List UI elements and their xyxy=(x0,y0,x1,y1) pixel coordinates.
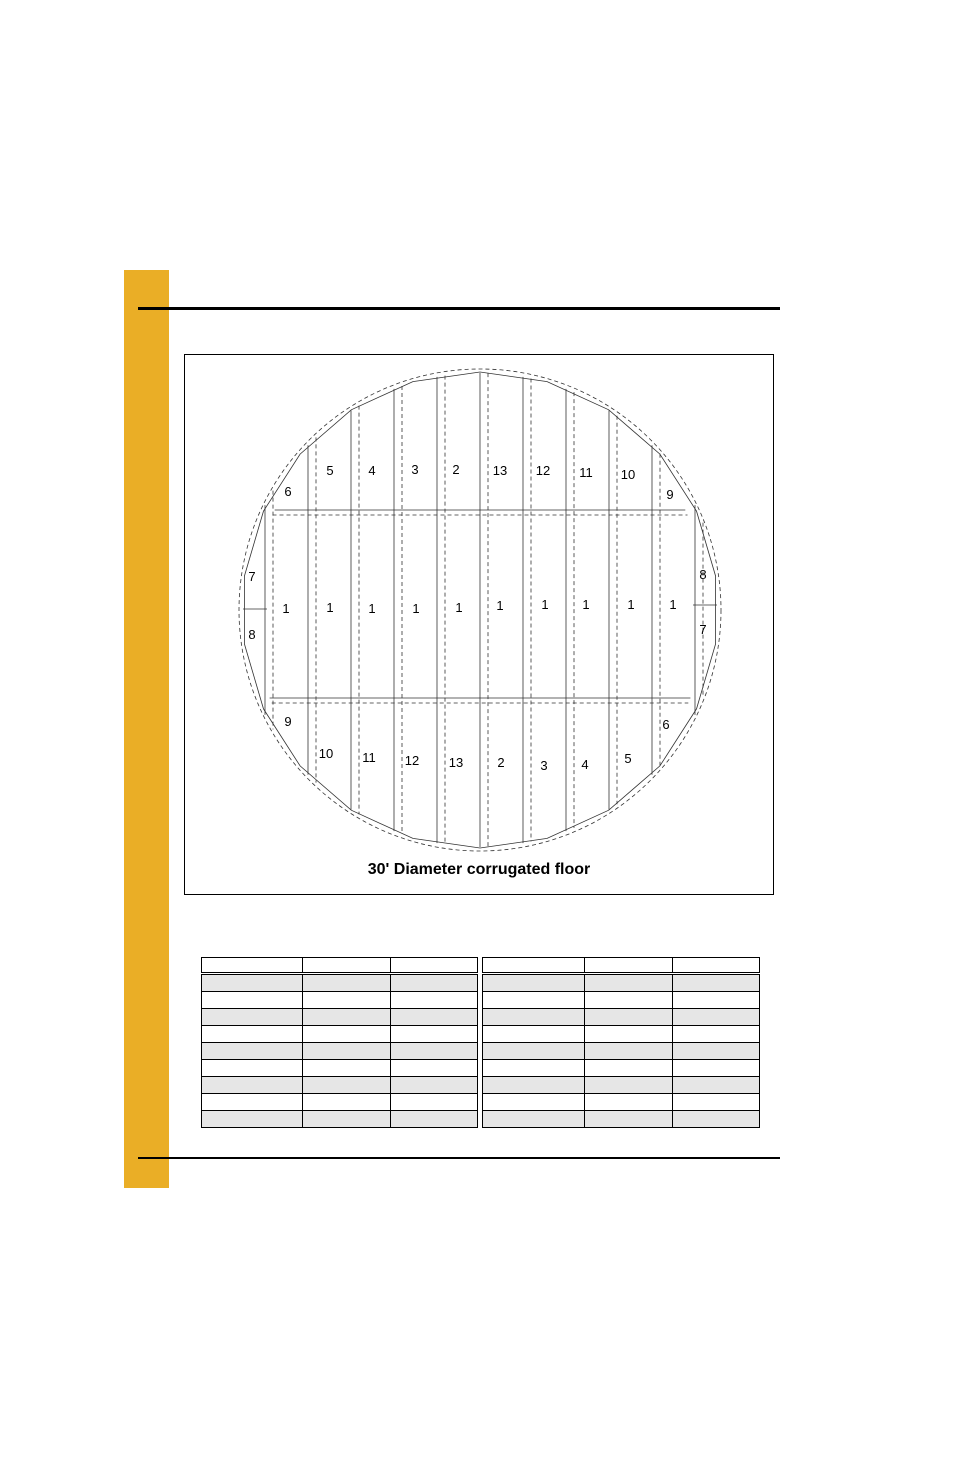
table-cell xyxy=(585,1111,673,1128)
panel-number-label: 5 xyxy=(624,751,632,766)
table-row xyxy=(202,1060,478,1077)
table-cell xyxy=(303,1043,391,1060)
panel-number-label: 2 xyxy=(497,755,505,770)
panel-number-label: 1 xyxy=(455,600,463,615)
table-row xyxy=(202,1009,478,1026)
panel-number-label: 1 xyxy=(541,597,549,612)
table-cell xyxy=(585,1009,673,1026)
table-cell xyxy=(585,974,673,992)
table-row xyxy=(202,1094,478,1111)
table-row xyxy=(483,1094,760,1111)
table-cell xyxy=(483,958,585,974)
panel-number-label: 1 xyxy=(412,601,420,616)
panel-number-label: 6 xyxy=(662,717,670,732)
table-cell xyxy=(585,1077,673,1094)
table-row xyxy=(483,974,760,992)
table-cell xyxy=(303,1094,391,1111)
table-cell xyxy=(202,958,303,974)
table-row xyxy=(483,1077,760,1094)
panel-number-label: 1 xyxy=(282,601,290,616)
table-cell xyxy=(202,1077,303,1094)
table-row xyxy=(483,1060,760,1077)
table-cell xyxy=(483,1077,585,1094)
table-row xyxy=(483,992,760,1009)
panel-number-label: 6 xyxy=(284,484,292,499)
table-cell xyxy=(202,1043,303,1060)
table-cell xyxy=(202,1009,303,1026)
table-cell xyxy=(673,1094,760,1111)
panel-number-label: 11 xyxy=(579,465,593,480)
table-cell xyxy=(391,1077,478,1094)
panel-number-label: 10 xyxy=(620,467,636,482)
table-cell xyxy=(673,1026,760,1043)
panel-number-label: 8 xyxy=(699,567,707,582)
table-cell xyxy=(585,1094,673,1111)
table-cell xyxy=(202,974,303,992)
table-row xyxy=(483,958,760,974)
table-row xyxy=(483,1009,760,1026)
panel-number-label: 1 xyxy=(627,597,635,612)
table-cell xyxy=(391,1111,478,1128)
table-cell xyxy=(585,1060,673,1077)
table-row xyxy=(202,1043,478,1060)
panel-number-label: 12 xyxy=(535,463,551,478)
table-row xyxy=(202,1026,478,1043)
table-cell xyxy=(483,1094,585,1111)
panel-number-label: 13 xyxy=(492,463,508,478)
table-cell xyxy=(391,974,478,992)
table-cell xyxy=(303,958,391,974)
table-cell xyxy=(673,992,760,1009)
table-cell xyxy=(673,974,760,992)
left-parts-table xyxy=(201,957,478,1128)
table-cell xyxy=(303,1077,391,1094)
table-cell xyxy=(303,1060,391,1077)
header-rule xyxy=(138,307,780,310)
table-row xyxy=(483,1111,760,1128)
panel-number-label: 9 xyxy=(666,487,674,502)
panel-number-label: 1 xyxy=(326,600,334,615)
table-cell xyxy=(303,1009,391,1026)
table-cell xyxy=(483,1026,585,1043)
side-tab xyxy=(124,270,169,1188)
diagram-caption: 30' Diameter corrugated floor xyxy=(367,861,591,878)
table-cell xyxy=(673,958,760,974)
table-row xyxy=(202,1111,478,1128)
panel-number-label: 7 xyxy=(248,569,256,584)
floor-diagram xyxy=(184,354,774,895)
table-cell xyxy=(202,1026,303,1043)
table-cell xyxy=(585,1043,673,1060)
table-cell xyxy=(483,1043,585,1060)
table-row xyxy=(202,958,478,974)
table-cell xyxy=(303,1111,391,1128)
panel-number-label: 5 xyxy=(326,463,334,478)
table-cell xyxy=(303,992,391,1009)
panel-number-label: 3 xyxy=(411,462,419,477)
table-cell xyxy=(303,1026,391,1043)
panel-number-label: 4 xyxy=(581,757,589,772)
panel-number-label: 10 xyxy=(318,746,334,761)
table-cell xyxy=(202,1094,303,1111)
table-row xyxy=(483,1043,760,1060)
panel-number-label: 1 xyxy=(669,597,677,612)
panel-number-label: 4 xyxy=(368,463,376,478)
table-cell xyxy=(585,958,673,974)
table-cell xyxy=(483,1111,585,1128)
table-cell xyxy=(483,1060,585,1077)
panel-number-label: 11 xyxy=(362,750,376,765)
footer-rule xyxy=(138,1157,780,1159)
panel-number-label: 1 xyxy=(368,601,376,616)
table-cell xyxy=(202,1111,303,1128)
table-cell xyxy=(483,974,585,992)
table-cell xyxy=(391,1026,478,1043)
table-row xyxy=(202,1077,478,1094)
table-cell xyxy=(391,1043,478,1060)
panel-number-label: 1 xyxy=(496,598,504,613)
table-cell xyxy=(673,1060,760,1077)
table-cell xyxy=(202,1060,303,1077)
table-cell xyxy=(673,1111,760,1128)
panel-number-label: 7 xyxy=(699,622,707,637)
table-cell xyxy=(585,1026,673,1043)
table-cell xyxy=(202,992,303,1009)
table-cell xyxy=(673,1009,760,1026)
panel-number-label: 3 xyxy=(540,758,548,773)
right-parts-table xyxy=(482,957,760,1128)
floor-layout-drawing xyxy=(185,355,775,896)
panel-number-label: 8 xyxy=(248,627,256,642)
table-cell xyxy=(303,974,391,992)
table-cell xyxy=(483,992,585,1009)
table-row xyxy=(202,974,478,992)
table-cell xyxy=(391,1060,478,1077)
table-cell xyxy=(483,1009,585,1026)
table-cell xyxy=(391,992,478,1009)
panel-number-label: 9 xyxy=(284,714,292,729)
panel-number-label: 2 xyxy=(452,462,460,477)
table-cell xyxy=(391,1009,478,1026)
panel-number-label: 12 xyxy=(404,753,420,768)
table-cell xyxy=(391,958,478,974)
table-cell xyxy=(673,1077,760,1094)
table-cell xyxy=(673,1043,760,1060)
table-cell xyxy=(585,992,673,1009)
panel-number-label: 13 xyxy=(448,755,464,770)
table-row xyxy=(202,992,478,1009)
table-cell xyxy=(391,1094,478,1111)
panel-number-label: 1 xyxy=(582,597,590,612)
table-row xyxy=(483,1026,760,1043)
